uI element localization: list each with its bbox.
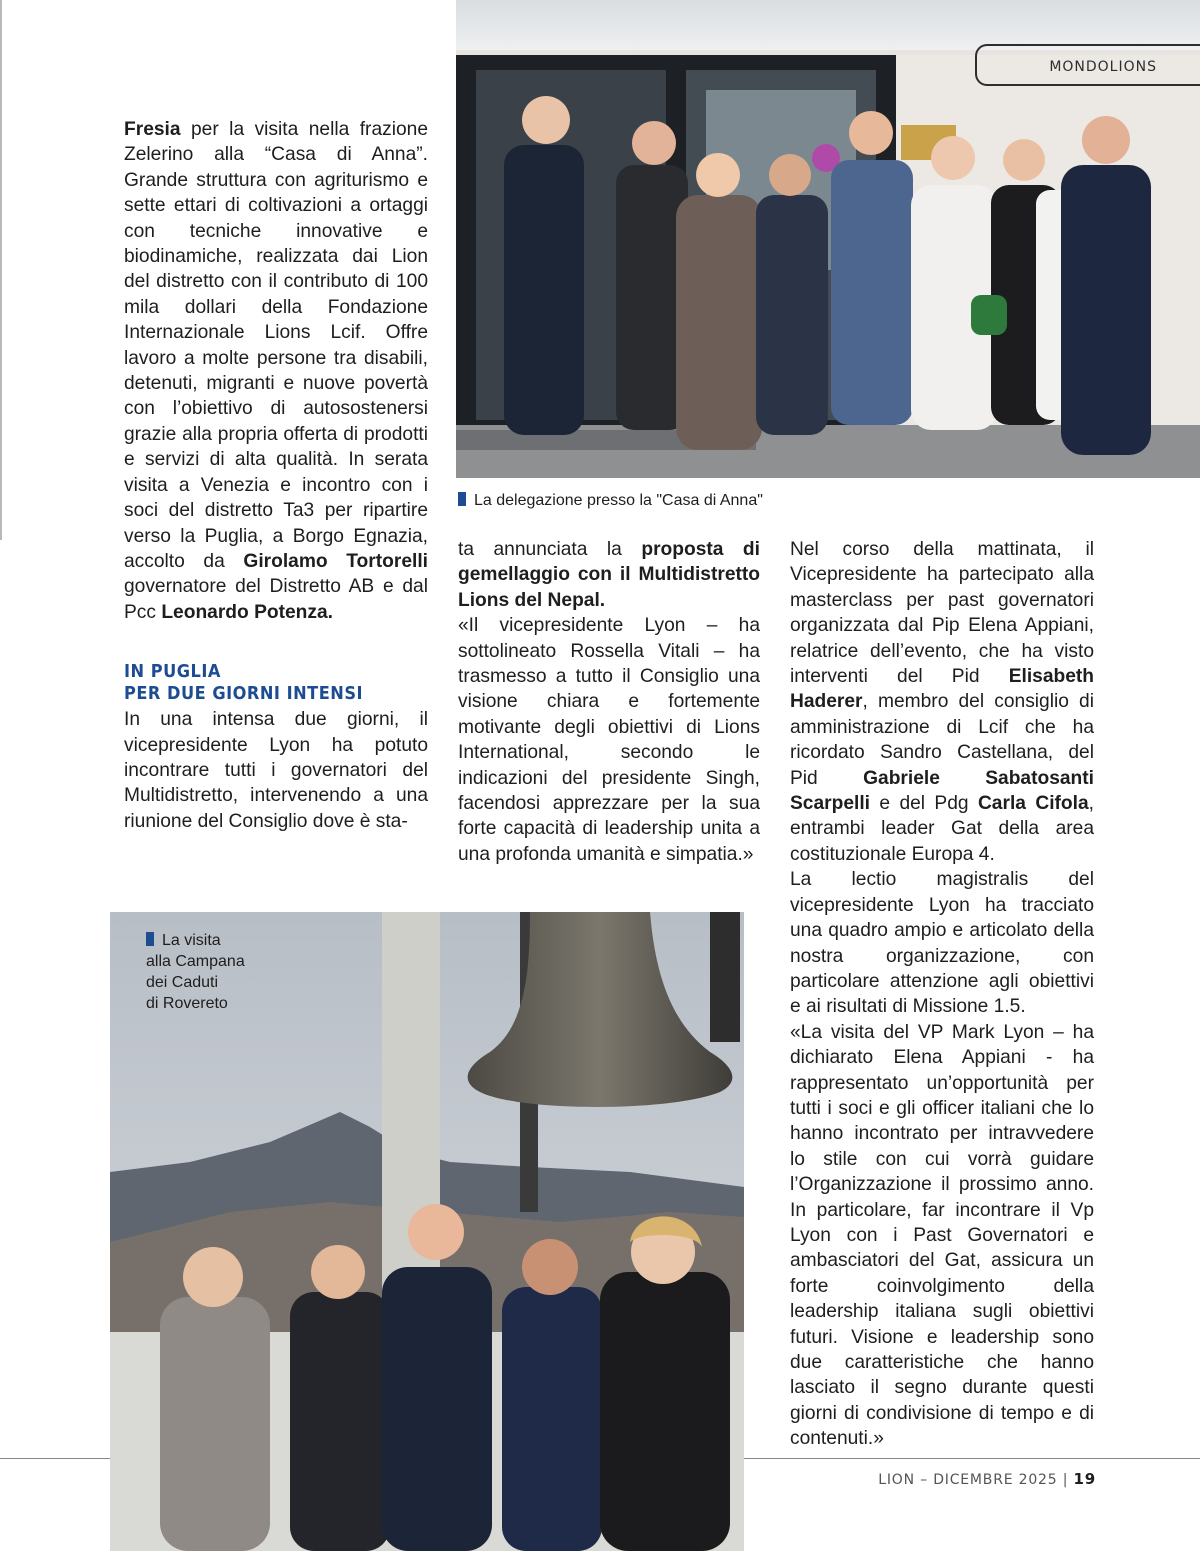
name-potenza: Leonardo Potenza. xyxy=(161,601,333,623)
caption-marker-icon xyxy=(146,932,154,946)
col3-text-3: e del Pdg xyxy=(870,793,978,815)
page-footer xyxy=(878,1470,1096,1488)
heading-line-2: PER DUE GIORNI INTENSI xyxy=(124,683,364,705)
footer-rule-right xyxy=(744,1458,1200,1459)
col3-paragraph-3: «La visita del VP Mark Lyon – ha dichiarato Elena Appiani - ha rappresentato un’opportunità per tutti i soci e gli officer italiani che lo hanno incontrato per intravvedere lo stile con cui vorrà guidare l’Organizzazione il prossimo anno. In particolare, far incontrare il Vp Lyon con i Past Governatori e ambasciatori del Gat, assicura un forte coinvolgimento della leadership italiana sugli obiettivi futuri. Visione e leadership sono due caratteristiche che hanno lasciato il segno durante questi giorni di condivisione di tempo e di contenuti.» xyxy=(790,1021,1094,1450)
col1-text: per la visita nella frazione Zelerino alla “Casa di Anna”. Grande struttura con agriturismo e sette ettari di coltivazioni a ortaggi con tecniche innovative e biodinamiche, realizzata dai Lion del distretto con il contributo di 100 mila dollari della Fondazione Internazionale Lions Lcif. Offre lavoro a molte persone tra disabili, detenuti, migranti e nuove povertà con l’obiettivo di autosostenersi grazie alla propria offerta di prodotti e servizi di alta qualità. In serata visita a Venezia e incontro con i soci del distretto Ta3 per ripartire verso la Puglia, a Borgo Egnazia, accolto da xyxy=(124,119,428,572)
top-photo-caption xyxy=(458,490,763,511)
col3-text-4: , entrambi leader Gat della area costituzionale Europa 4. xyxy=(790,793,1094,865)
footer-rule-left xyxy=(0,1458,110,1459)
col3-paragraph-1 xyxy=(790,537,1094,867)
text-column-3 xyxy=(790,537,1094,1452)
caption-line-4: di Rovereto xyxy=(146,995,228,1012)
col3-text-1: Nel corso della mattinata, il Vicepresidente ha partecipato alla masterclass per past governatori organizzata dal Pip Elena Appiani, relatrice dell’evento, che ha visto interventi del Pid xyxy=(790,539,1094,688)
caption-line-2: alla Campana xyxy=(146,953,245,970)
col1-paragraph-2: In una intensa due giorni, il vicepresidente Lyon ha potuto incontrare tutti i governatori del Multidistretto, intervenendo a una riunione del Consiglio dove è sta- xyxy=(124,709,428,832)
col2-text: ta annunciata la xyxy=(458,539,642,560)
name-sabatosanti: Gabriele Sabatosanti Scarpelli xyxy=(790,767,1094,815)
section-label: MONDOLIONS xyxy=(1049,59,1157,75)
caption-line-1 xyxy=(146,930,306,951)
caption-marker-icon xyxy=(458,492,466,506)
bottom-photo-caption xyxy=(146,930,306,1014)
top-photo-caption-text: La delegazione presso la "Casa di Anna" xyxy=(474,492,763,509)
name-fresia: Fresia xyxy=(124,119,181,140)
col2-paragraph-2: «Il vicepresidente Lyon – ha sottolineato Rossella Vitali – ha trasmesso a tutto il Consiglio una visione chiara e fortemente motivante degli obiettivi di Lions International, secondo le indicazioni del presidente Singh, facendosi apprezzare per la sua forte capacità di leadership unita a una profonda umanità e simpatia.» xyxy=(458,615,760,865)
name-tortorelli: Girolamo Tortorelli xyxy=(243,550,428,572)
col2-paragraph-1 xyxy=(458,537,760,613)
section-tab xyxy=(975,44,1200,86)
section-heading xyxy=(124,661,428,705)
twinning-proposal: proposta di gemellaggio con il Multidistretto Lions del Nepal. xyxy=(458,539,760,611)
magazine-issue: LION – DICEMBRE 2025 | xyxy=(878,1472,1069,1488)
caption-text-1: La visita xyxy=(162,932,221,949)
name-cifola: Carla Cifola xyxy=(977,793,1089,815)
text-column-2 xyxy=(458,537,760,867)
text-column-1 xyxy=(124,117,428,834)
page-number: 19 xyxy=(1073,1470,1096,1488)
col1-paragraph-1 xyxy=(124,117,428,625)
col3-paragraph-2: La lectio magistralis del vicepresidente Lyon ha tracciato una quadro ampio e articolato della nostra organizzazione, con particolare attenzione agli obiettivi e ai risultati di Missione 1.5. xyxy=(790,869,1094,1018)
page-edge xyxy=(0,0,2,540)
heading-line-1: IN PUGLIA xyxy=(124,661,221,683)
caption-line-3: dei Caduti xyxy=(146,974,219,991)
col3-text-2: , membro del consiglio di amministrazione di Lcif che ha ricordato Sandro Castellana, del Pid xyxy=(790,691,1094,789)
name-haderer: Elisabeth Haderer xyxy=(790,666,1094,713)
col1-text-2: governatore del Distretto AB e dal Pcc xyxy=(124,576,428,623)
